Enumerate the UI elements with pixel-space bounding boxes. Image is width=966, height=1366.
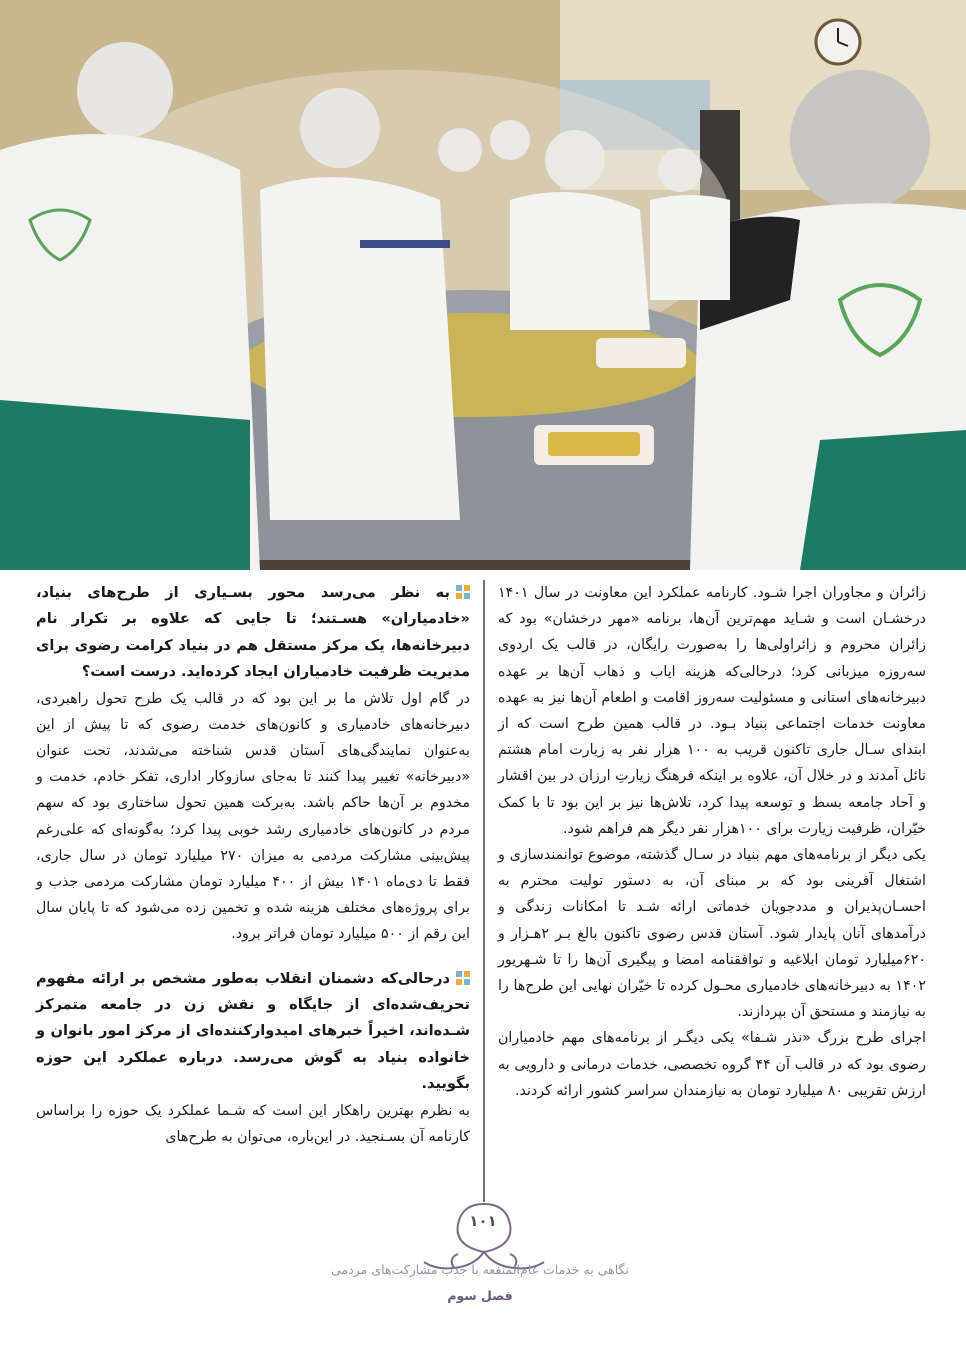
page-number: ۱۰۱: [469, 1212, 497, 1230]
interview-question: [36, 580, 470, 686]
interview-question: [36, 966, 470, 1098]
question-bullet-icon: [456, 585, 470, 599]
article-column-left: [36, 580, 470, 1150]
kitchen-scene-illustration: [0, 0, 966, 570]
question-text: به نظر می‌رسد محور بسـیاری از طرح‌های بنیاد، «خادمیاران» هسـتند؛ تا جایی که علاوه بر تکرار نام دبیرخانه‌ها، یک مرکز مستقل هم در بنیاد کرامت رضوی برای مدیریت ظرفیت خادمیاران ایجاد کرده‌اید. درست است؟: [36, 584, 470, 681]
question-bullet-icon: [456, 971, 470, 985]
hero-photo: [0, 0, 966, 570]
column-divider: [483, 580, 485, 1202]
article-column-right: [498, 580, 926, 1104]
paragraph: زائران و مجاوران اجرا شـود. کارنامه عملکرد این معاونت در سال ۱۴۰۱ درخشـان است و شـاید مهم‌ترین آن‌ها، برنامه «مهر درخشان» بود که زائران محروم و زائراولی‌ها را به‌صورت رایگان، در قالب یک اردوی سه‌روزه میزبانی کرد؛ درحالی‌که هزینه ایاب و ذهاب آن‌ها بر عهده دبیرخانه‌های استانی و مسئولیت سه‌روز اقامت و اطعام آن‌ها نیز به عهده معاونت خدمات اجتماعی بنیاد بـود. در قالب همین طرح است که از ابتدای سـال جاری تاکنون قریب به ۱۰۰ هزار نفر به زیارت امام هشتم نائل آمدند و در خلال آن، علاوه بر اینکه فرهنگ زیارتِ ارزان در بین اقشار و آحاد جامعه بسط و توسعه پیدا کرد، تلاش‌ها نیز بر این بود تا با کمک خیّران، ظرفیت زیارت برای ۱۰۰هزار نفر دیگر هم فراهم شود.: [498, 585, 926, 837]
paragraph: اجرای طرح بزرگ «نذر شـفا» یکی دیگـر از برنامه‌های مهم خادمیاران رضوی بود که در قالب آن ۴۴ گروه تخصصی، خدمات درمانی و دارویی به ارزش تقریبی ۸۰ میلیارد تومان به نیازمندان سراسر کشور ارائه کردند.: [498, 1030, 926, 1099]
paragraph: یکی دیگر از برنامه‌های مهم بنیاد در سـال گذشته، موضوع توانمندسازی و اشتغال آفرینی بود که بر مبنای آن، به دستور تولیت محترم به احسـان‌پذیران و مددجویان خدماتی ارائه شـد تا امکانات زندگی و درآمدهای آنان پایدار شود. آستان قدس رضوی تاکنون بالغ بـر ۲هـزار و ۶۲۰میلیارد تومان ابلاغیه و توافقنامه امضا و پیگیری آن‌ها را تا شـهریور ۱۴۰۲ به دبیرخانه‌های خادمیاری محـول کرده تا خیّران نهایی این طرح‌ها را به نیازمند و مستحق آن بپردازند.: [498, 847, 926, 1021]
question-text: درحالی‌که دشمنان انقلاب به‌طور مشخص بر ارائه مفهوم تحریف‌شده‌ای از جایگاه و نقش زن در جامعه متمرکز شـده‌اند، اخیراً خبرهای امیدوارکننده‌ای از مرکز امور بانوان و خانواده بنیاد به گوش می‌رسد. درباره عملکرد این حوزه بگویید.: [36, 969, 470, 1093]
interview-answer: در گام اول تلاش ما بر این بود که در قالب یک طرح تحول راهبردی، دبیرخانه‌های خادمیاری و کانون‌های خدمت رضوی که تا پیش از این به‌عنوان نمایندگی‌های آستان قدس شناخته می‌شدند، تحت عنوان «دبیرخانه» تغییر پیدا کنند تا به‌جای سازوکار اداری، تفکر خادم، خدمت و مخدوم بر آن‌ها حاکم باشد. به‌برکت همین تحول ساختاری بود که سهم مردم در کانون‌های خادمیاری رشد خوبی پیدا کرد؛ به‌گونه‌ای که علی‌رغم پیش‌بینی مشارکت مردمی به میزان ۲۷۰ میلیارد تومان در سال جاری، فقط تا دی‌ماه ۱۴۰۱ بیش از ۴۰۰ میلیارد تومان مشارکت مردمی جذب و برای پروژه‌های مختلف هزینه شده و تخمین زده می‌شود که تا پایان سال این رقم از ۵۰۰ میلیارد تومان فراتر برود.: [36, 690, 470, 943]
running-footer-subtitle: نگاهی به خدمات عام‌المنفعه با جذب مشارکت‌های مردمی: [331, 1262, 629, 1277]
chapter-label: فصل سوم: [447, 1288, 513, 1303]
interview-answer: به نظرم بهترین راهکار این است که شـما عملکرد یک حوزه را براساس کارنامه آن بسـنجید. در این‌باره، می‌توان به طرح‌های: [36, 1102, 470, 1145]
